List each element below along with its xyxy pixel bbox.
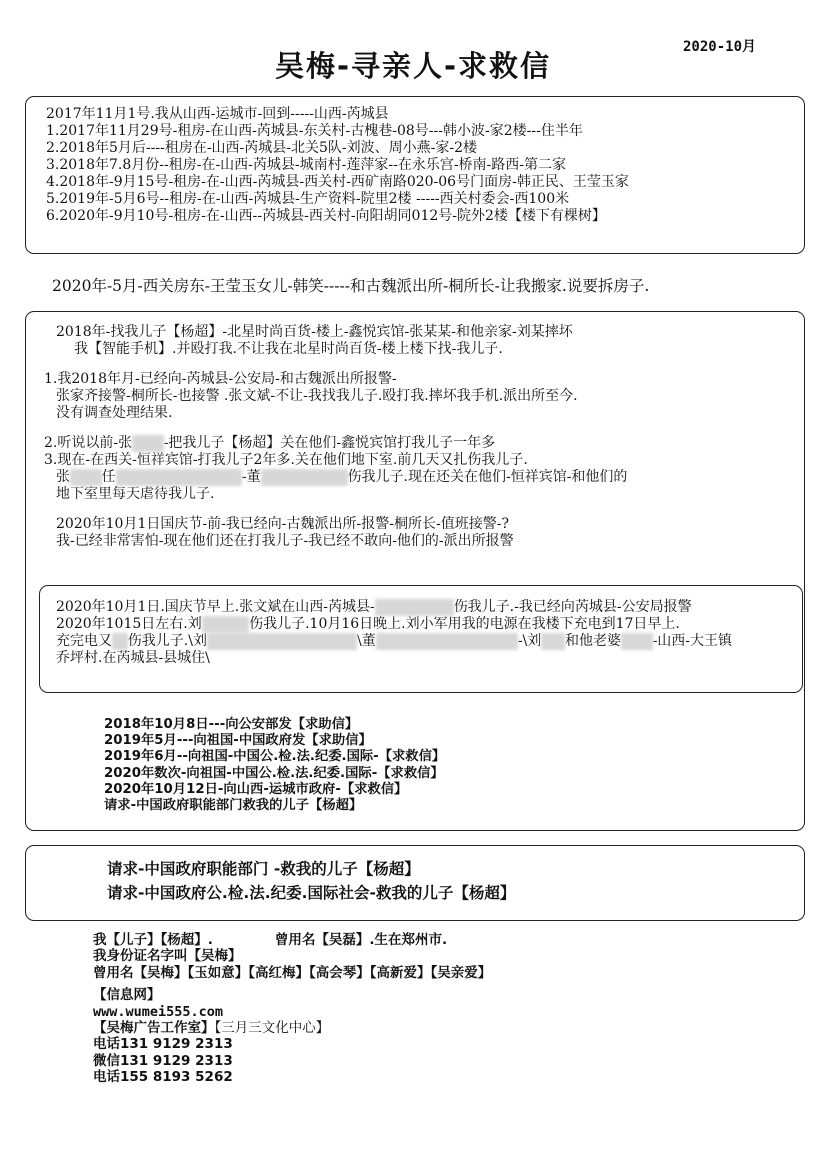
recent-events-box [39, 585, 803, 693]
appeal-item: 2020年数次-向祖国-中国公.检.法.纪委.国际-【求救信】 [104, 765, 444, 781]
event-line: 充完电又xx伤我儿子.\刘xxxxxxxxxxxxxxxxxxx\董xxxxxxxxxxxxxxxxxx-\刘xxx和他老婆xxxx-山西-大王镇 [56, 633, 733, 649]
rental-line: 6.2020年-9月10号-租房-在-山西--芮城县-西关村-向阳胡同012号-院外2楼【楼下有棵树】 [46, 208, 606, 224]
rental-history-list [46, 106, 629, 225]
appeal-item: 2019年5月---向祖国-中国政府发【求助信】 [104, 733, 372, 749]
account-para-3: 张xxxx任xxxxxxxxxxxxxxxx-董xxxxxxxxxxx伤我儿子.现在还关在他们-恒祥宾馆-和他们的 [56, 469, 628, 485]
appeal-item: 2018年10月8日---向公安部发【求助信】 [104, 717, 359, 732]
account-para-3: 3.现在-在西关-恒祥宾馆-打我儿子2年多.关在他们地下室.前几天又扎伤我儿子. [44, 452, 528, 468]
event-line: 乔坪村.在芮城县-县城住\ [56, 650, 210, 666]
account-para-2: 1.我2018年月-已经向-芮城县-公安局-和古魏派出所报警- [44, 371, 397, 387]
account-para-1: 我【智能手机】.并殴打我.不让我在北星时尚百货-楼上楼下找-我儿子. [74, 341, 503, 357]
plea-line: 请求-中国政府职能部门 -救我的儿子【杨超】 [107, 860, 420, 878]
footer-info [93, 932, 491, 1086]
account-para-4: 我-已经非常害怕-现在他们还在打我儿子-我已经不敢向-他们的-派出所报警 [56, 533, 514, 549]
account-para-1: 2018年-找我儿子【杨超】-北星时尚百货-楼上-鑫悦宾馆-张某某-和他亲家-刘某摔坏 [56, 324, 573, 340]
id-name: 我身份证名字叫【吴梅】 [93, 948, 242, 965]
website-link[interactable]: www.wumei555.com [93, 1003, 224, 1020]
studio-info: 【吴梅广告工作室】【三月三文化中心】 [93, 1020, 330, 1037]
event-line: 2020年1015日左右.刘xxxxxx伤我儿子.10月16日晚上.刘小军用我的电源在我楼下充电到17日早上. [56, 616, 680, 632]
appeal-item: 请求-中国政府职能部门救我的儿子【杨超】 [104, 798, 363, 814]
plea-text [107, 857, 515, 905]
former-names: 曾用名【吴梅】【玉如意】【高红梅】【高会琴】【高新爱】【吴亲爱】 [93, 964, 492, 981]
letter-title: 吴梅-寻亲人-求救信 [274, 49, 552, 83]
rental-line: 3.2018年7.8月份--租房-在-山西-芮城县-城南村-莲萍家--在永乐宫-桥南-路西-第二家 [46, 157, 567, 173]
account-para-3: 2.听说以前-张xxxx-把我儿子【杨超】关在他们-鑫悦宾馆打我儿子一年多 [44, 435, 496, 451]
phone-2: 电话155 8193 5262 [93, 1069, 233, 1086]
plea-box [25, 845, 805, 921]
phone-1: 电话131 9129 2313 [93, 1036, 233, 1053]
rental-line: 1.2017年11月29号-租房-在山西-芮城县-东关村-古槐巷-08号---韩小波-家2楼---住半年 [46, 123, 583, 139]
account-para-2: 没有调查处理结果. [56, 405, 173, 421]
rental-line: 2.2018年5月后----租房在-山西-芮城县-北关5队-刘波、周小燕-家-2楼 [46, 140, 478, 156]
account-text [44, 324, 627, 550]
account-para-3: 地下室里每天虐待我儿子. [56, 486, 215, 502]
rental-line: 2017年11月1号.我从山西-运城市-回到-----山西-芮城县 [46, 106, 389, 122]
rental-history-box [25, 96, 805, 254]
appeal-item: 2019年6月--向祖国-中国公.检.法.纪委.国际-【求救信】 [104, 749, 446, 765]
appeals-list [104, 717, 445, 814]
recent-events-text [56, 599, 732, 667]
wechat: 微信131 9129 2313 [93, 1052, 233, 1069]
info-network-label: 【信息网】 [93, 987, 161, 1004]
eviction-note: 2020年-5月-西关房东-王莹玉女儿-韩笑-----和古魏派出所-桐所长-让我搬家.说要拆房子. [52, 277, 650, 295]
account-para-2: 张家齐接警-桐所长-也接警 .张文斌-不让-我找我儿子.殴打我.摔坏我手机.派出所至今. [56, 388, 578, 404]
letter-date: 2020-10月 [683, 39, 757, 55]
rental-line: 5.2019年-5月6号--租房-在-山西-芮城县-生产资料-院里2楼 -----西关村委会-西100米 [46, 191, 570, 207]
account-para-4: 2020年10月1日国庆节-前-我已经向-古魏派出所-报警-桐所长-值班接警-? [56, 516, 509, 532]
son-info: 我【儿子】【杨超】. 曾用名【吴磊】.生在郑州市. [93, 932, 448, 948]
event-line: 2020年10月1日.国庆节早上.张文斌在山西-芮城县-xxxxxxxxxx伤我儿子.-我已经向芮城县-公安局报警 [56, 599, 692, 615]
plea-line: 请求-中国政府公.检.法.纪委.国际社会-救我的儿子【杨超】 [107, 884, 516, 902]
appeal-item: 2020年10月12日-向山西-运城市政府-【求救信】 [104, 781, 408, 797]
rental-line: 4.2018年-9月15号-租房-在-山西-芮城县-西关村-西矿南路020-06号门面房-韩正民、王莹玉家 [46, 174, 629, 190]
